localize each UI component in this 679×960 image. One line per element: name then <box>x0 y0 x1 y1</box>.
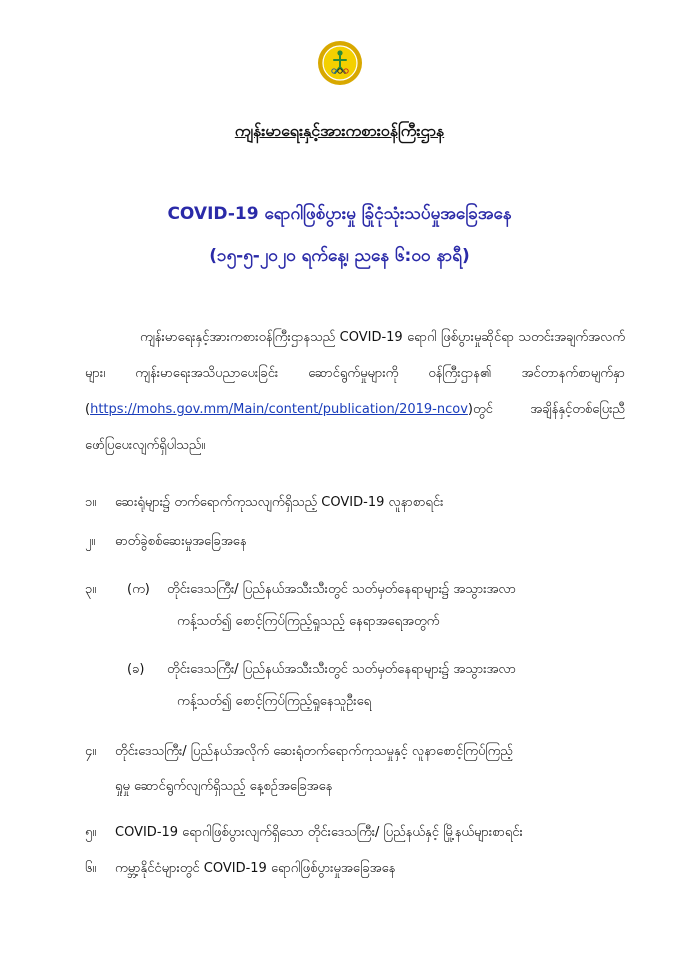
list-item <box>127 660 516 680</box>
item-sub-label: (ခ) <box>127 662 145 677</box>
item-text: ကမ္ဘာ့နိုင်ငံများတွင် COVID-19 ရောဂါဖြစ်ပွားမှုအခြေအနေ <box>115 861 396 876</box>
list-item <box>85 823 523 843</box>
item-text: တိုင်းဒေသကြီး/ ပြည်နယ်အသီးသီးတွင် သတ်မှတ်နေရာများ၌ အသွားအလာ <box>167 662 516 677</box>
item-number: ၄။ <box>85 744 97 759</box>
item-text: ဓာတ်ခွဲစစ်ဆေးမှုအခြေအနေ <box>115 534 247 549</box>
item-continuation: ကန့်သတ်၍ စောင့်ကြပ်ကြည့်ရှုနေသူဦးရေ <box>177 694 372 709</box>
list-item <box>85 580 516 600</box>
report-title: COVID-19 ရောဂါဖြစ်ပွားမှု ခြုံငုံသုံးသပ်မှုအခြေအနေ <box>167 204 512 224</box>
list-item <box>85 493 443 513</box>
item-number: ၆။ <box>85 861 97 876</box>
list-item <box>85 742 513 762</box>
intro-text-end: )တွင် အချိန်နှင့်တစ်ပြေးညီ ဖော်ပြပေးလျက်ရှိပါသည်။ <box>85 402 625 453</box>
item-text: တိုင်းဒေသကြီး/ ပြည်နယ်အလိုက် ဆေးရုံတက်ရောက်ကုသမှုနှင့် လူနာစောင့်ကြပ်ကြည့် <box>115 744 513 759</box>
item-sub-label: (က) <box>127 582 150 597</box>
item-continuation: ရှုမှု ဆောင်ရွက်လျက်ရှိသည့် နေ့စဉ်အခြေအနေ <box>115 779 333 794</box>
list-item <box>85 859 395 879</box>
publication-link[interactable]: https://mohs.gov.mm/Main/content/publication/2019-ncov <box>90 402 468 417</box>
item-number: ၁။ <box>85 495 97 510</box>
intro-text: ကျန်းမာရေးနှင့်အားကစားဝန်ကြီးဌာနသည် COVID-19 ရောဂါ ဖြစ်ပွားမှုဆိုင်ရာ သတင်းအချက်အလက်များ၊ ကျန်းမာရေးအသိပညာပေးခြင်း ဆောင်ရွက်မှုများကို ဝန်ကြီးဌာန၏ အင်တာနက်စာမျက်နှာ ( <box>85 330 625 417</box>
item-text: ဆေးရုံများ၌ တက်ရောက်ကုသလျက်ရှိသည့် COVID-19 လူနာစာရင်း <box>115 495 444 510</box>
intro-paragraph <box>85 320 625 464</box>
item-continuation: ကန့်သတ်၍ စောင့်ကြပ်ကြည့်ရှုသည့် နေရာအရေအတွက် <box>177 614 440 629</box>
item-text: COVID-19 ရောဂါဖြစ်ပွားလျက်ရှိသော တိုင်းဒေသကြီး/ ပြည်နယ်နှင့် မြို့နယ်များစာရင်း <box>115 825 523 840</box>
item-number: ၂။ <box>85 534 96 549</box>
ministry-logo-icon <box>317 40 363 86</box>
item-text: တိုင်းဒေသကြီး/ ပြည်နယ်အသီးသီးတွင် သတ်မှတ်နေရာများ၌ အသွားအလာ <box>167 582 516 597</box>
item-number: ၃။ <box>85 582 97 597</box>
list-item <box>85 532 247 552</box>
ministry-name: ကျန်းမာရေးနှင့်အားကစားဝန်ကြီးဌာန <box>234 121 445 140</box>
item-number: ၅။ <box>85 825 97 840</box>
report-date: (၁၅-၅-၂၀၂၀ ရက်နေ့၊ ညနေ ၆:၀၀ နာရီ) <box>209 246 470 266</box>
